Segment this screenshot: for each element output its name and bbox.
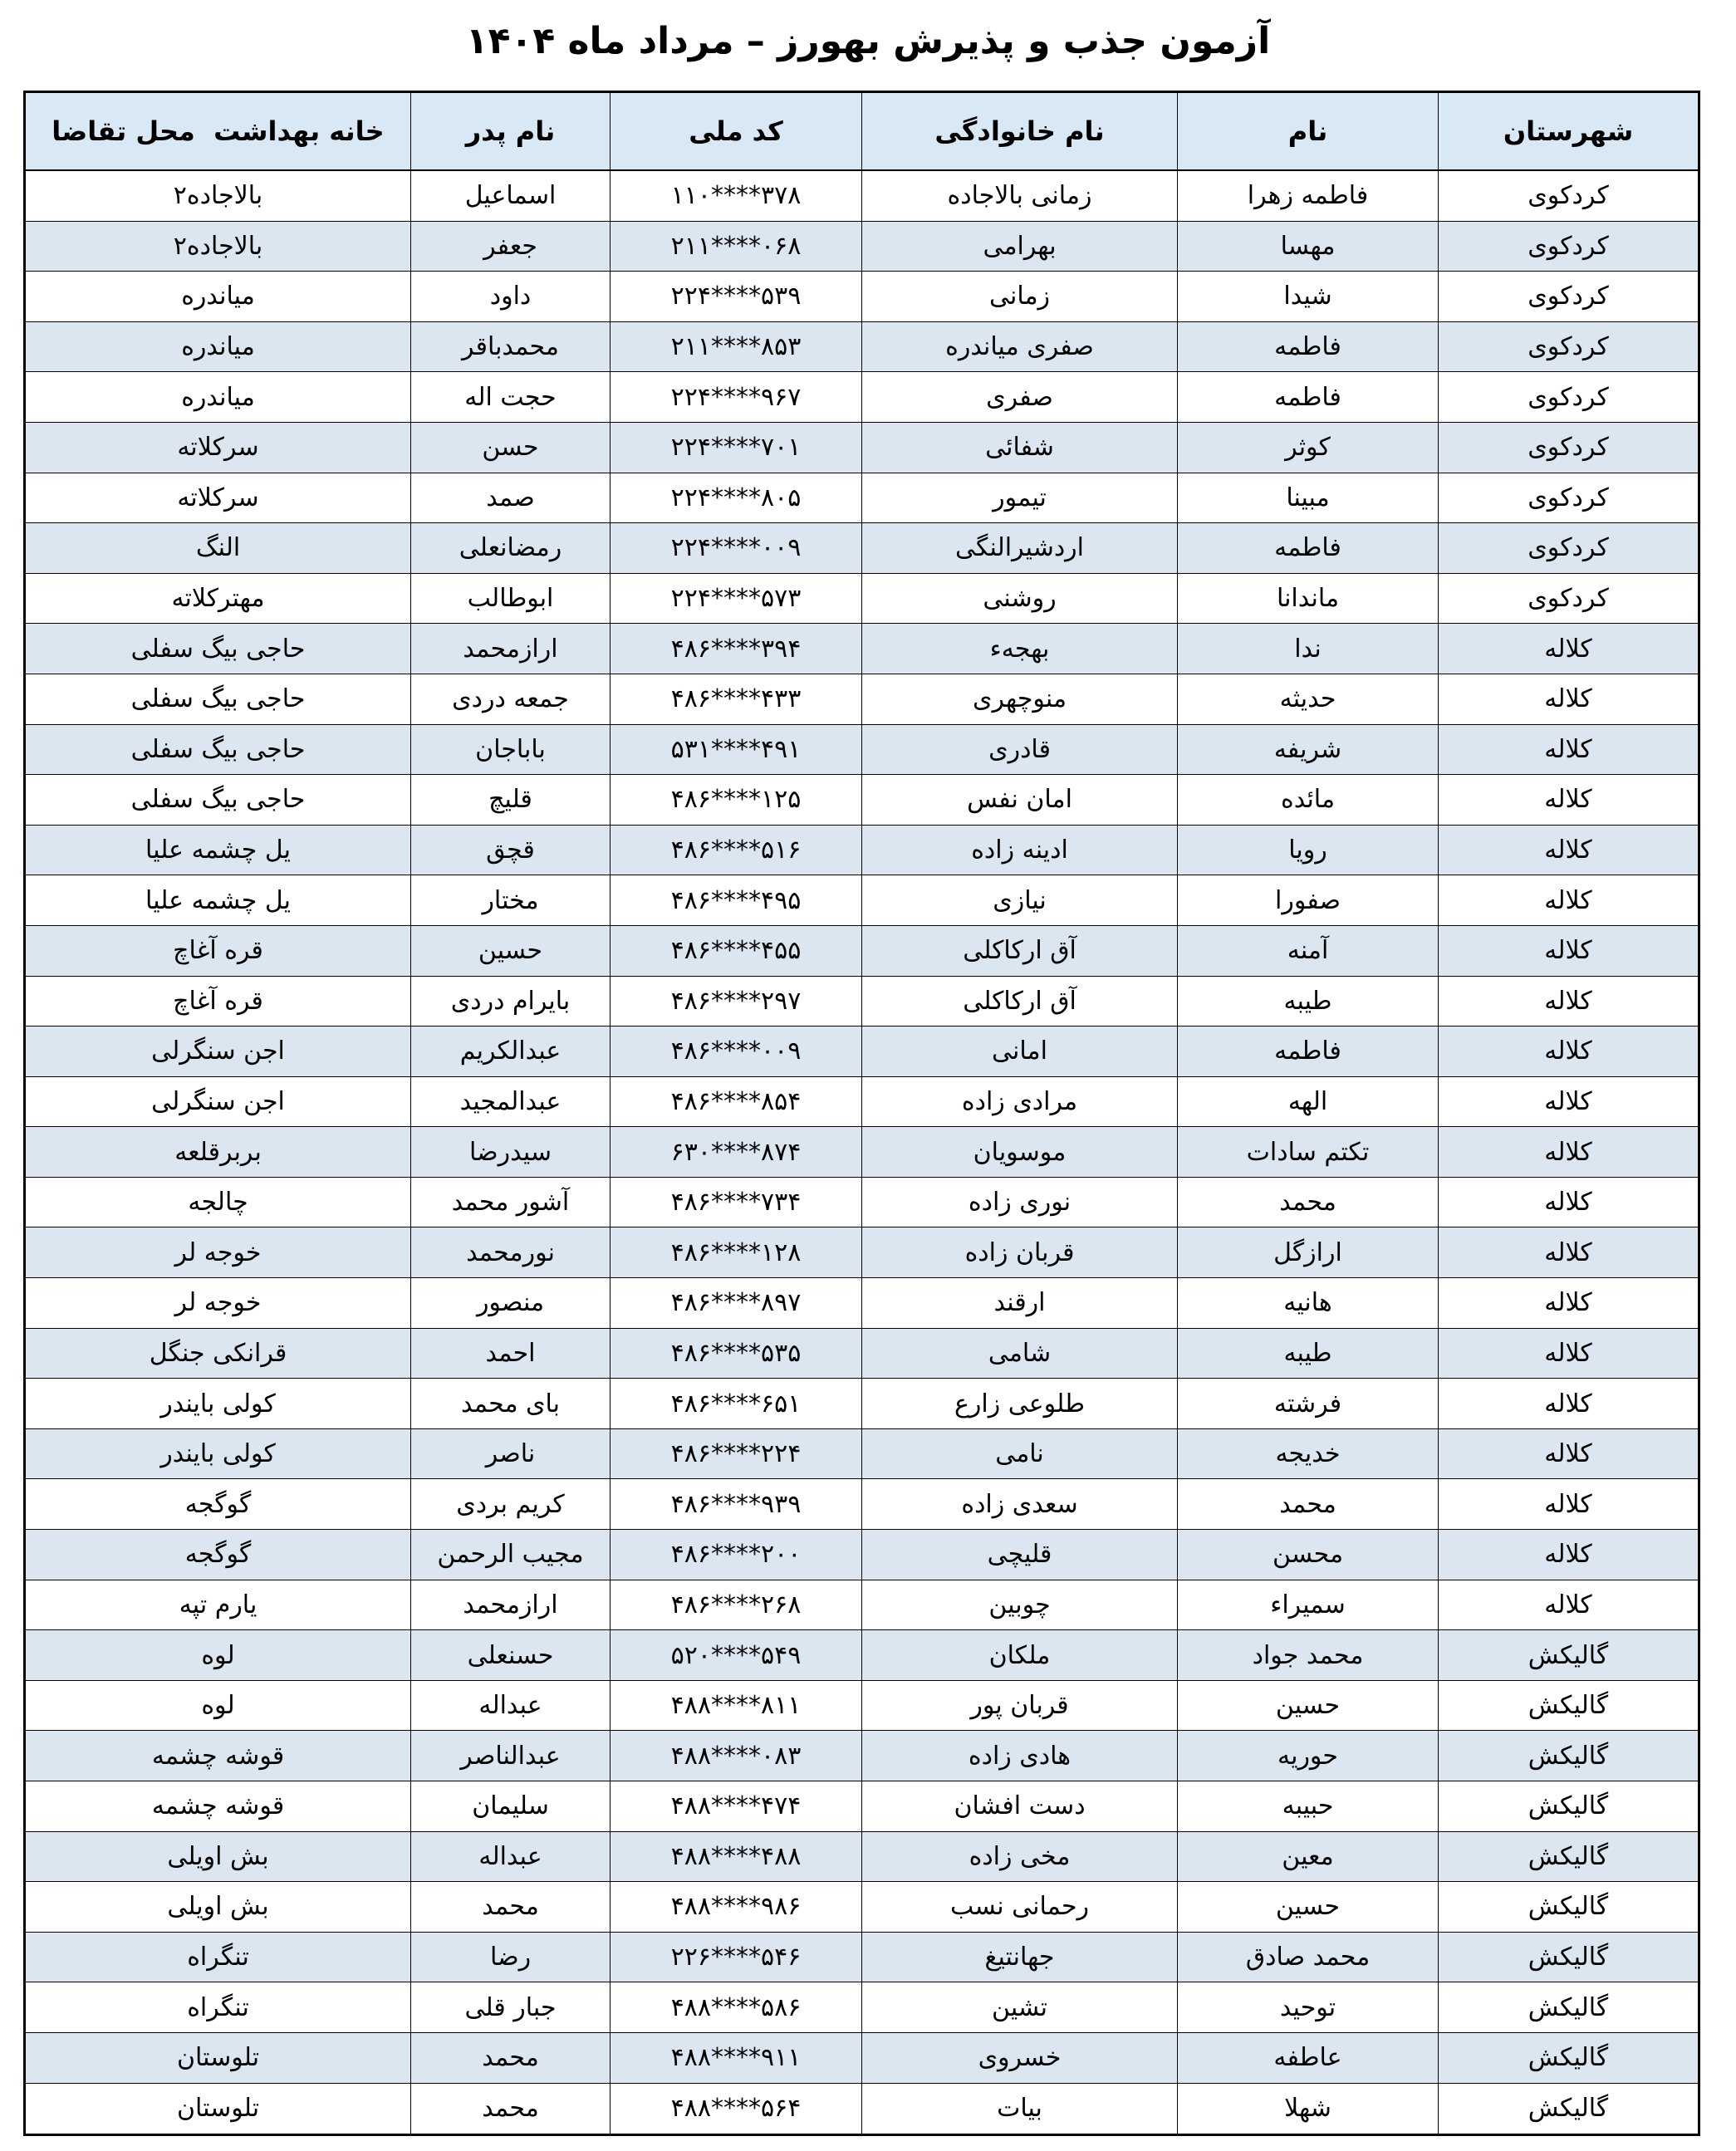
cell-father-name: ارازمحمد — [410, 624, 610, 674]
cell-first-name: خدیجه — [1177, 1429, 1438, 1479]
cell-national-code: ۴۸۶****۷۳۴ — [610, 1178, 861, 1227]
cell-first-name: ندا — [1177, 624, 1438, 674]
cell-city: کلاله — [1438, 1278, 1698, 1328]
header-city: شهرستان — [1438, 93, 1698, 169]
cell-father-name: محمد — [410, 2084, 610, 2134]
cell-first-name: صفورا — [1177, 875, 1438, 925]
cell-father-name: ارازمحمد — [410, 1580, 610, 1630]
cell-father-name: محمد — [410, 2033, 610, 2083]
cell-last-name: امانی — [861, 1027, 1177, 1076]
cell-last-name: ارقند — [861, 1278, 1177, 1328]
table-row — [26, 826, 1698, 876]
cell-health-house: قرانکی جنگل — [149, 1338, 287, 1368]
cell-health-house: گوگجه — [184, 1540, 252, 1570]
table-row — [26, 1278, 1698, 1329]
cell-city: کلاله — [1438, 1329, 1698, 1379]
cell-health-house: سرکلاته — [177, 433, 259, 463]
cell-health-house: تنگراه — [187, 1992, 249, 2022]
header-health-house: خانه بهداشت محل تقاضا — [51, 115, 385, 147]
cell-first-name: فاطمه — [1177, 322, 1438, 372]
cell-city: کردکوی — [1438, 222, 1698, 272]
cell-city: کلاله — [1438, 1530, 1698, 1580]
cell-national-code: ۴۸۶****۲۶۸ — [610, 1580, 861, 1630]
cell-city: کردکوی — [1438, 423, 1698, 473]
cell-health-house: چالجه — [188, 1188, 248, 1218]
cell-first-name: شهلا — [1177, 2084, 1438, 2134]
cell-first-name: محمد جواد — [1177, 1630, 1438, 1680]
cell-health-house: بش اویلی — [167, 1841, 269, 1871]
cell-city: گالیکش — [1438, 1681, 1698, 1731]
cell-national-code: ۴۸۶****۸۹۷ — [610, 1278, 861, 1328]
cell-first-name: حوریه — [1177, 1731, 1438, 1781]
table-row — [26, 2084, 1698, 2134]
cell-father-name: جمعه دردی — [410, 674, 610, 724]
page-title: آزمون جذب و پذیرش بهورز – مرداد ماه ۱۴۰۴ — [465, 20, 1271, 62]
cell-national-code: ۴۸۶****۱۲۵ — [610, 775, 861, 825]
cell-health-house: اجن سنگرلی — [151, 1086, 285, 1116]
cell-first-name: محمد — [1177, 1178, 1438, 1227]
table-row — [26, 423, 1698, 473]
cell-last-name: قلیچی — [861, 1530, 1177, 1580]
table-row — [26, 2033, 1698, 2084]
cell-city: کلاله — [1438, 624, 1698, 674]
cell-city: گالیکش — [1438, 2084, 1698, 2134]
cell-city: گالیکش — [1438, 1781, 1698, 1831]
cell-first-name: ماندانا — [1177, 574, 1438, 624]
table-row — [26, 1630, 1698, 1681]
cell-national-code: ۴۸۶****۰۰۹ — [610, 1027, 861, 1076]
cell-last-name: موسویان — [861, 1127, 1177, 1177]
cell-father-name: عبدالمجید — [410, 1077, 610, 1127]
cell-first-name: توحید — [1177, 1982, 1438, 2032]
cell-father-name: حسن — [410, 423, 610, 473]
table-row — [26, 1178, 1698, 1228]
cell-last-name: امان نفس — [861, 775, 1177, 825]
table-row — [26, 574, 1698, 625]
cell-city: کردکوی — [1438, 372, 1698, 422]
cell-last-name: بیات — [861, 2084, 1177, 2134]
cell-city: کردکوی — [1438, 171, 1698, 221]
cell-city: گالیکش — [1438, 2033, 1698, 2083]
table-row — [26, 1429, 1698, 1480]
cell-health-house: مهترکلاته — [171, 584, 265, 614]
cell-health-house: خوجه لر — [174, 1288, 262, 1318]
table-row — [26, 1379, 1698, 1429]
cell-last-name: قادری — [861, 725, 1177, 775]
table-row — [26, 171, 1698, 222]
table-row — [26, 1731, 1698, 1781]
cell-city: کردکوی — [1438, 272, 1698, 321]
table-row — [26, 1479, 1698, 1530]
cell-first-name: رویا — [1177, 826, 1438, 875]
cell-last-name: آق ارکاکلی — [861, 926, 1177, 976]
cell-national-code: ۴۸۶****۱۲۸ — [610, 1227, 861, 1277]
table-row — [26, 272, 1698, 322]
cell-national-code: ۲۲۴****۵۷۳ — [610, 574, 861, 624]
cell-health-house: تنگراه — [187, 1943, 249, 1972]
cell-national-code: ۲۲۴****۵۳۹ — [610, 272, 861, 321]
cell-first-name: فاطمه — [1177, 372, 1438, 422]
table-row — [26, 322, 1698, 373]
cell-health-house: بالاجاده۲ — [173, 181, 263, 211]
table-row — [26, 1227, 1698, 1278]
cell-health-house: حاجی بیگ سفلی — [130, 634, 306, 664]
table-row — [26, 1832, 1698, 1883]
cell-city: کردکوی — [1438, 574, 1698, 624]
cell-health-house: تلوستان — [176, 2094, 260, 2124]
cell-national-code: ۱۱۰****۳۷۸ — [610, 171, 861, 221]
cell-last-name: شامی — [861, 1329, 1177, 1379]
cell-national-code: ۴۸۸****۵۸۶ — [610, 1982, 861, 2032]
cell-last-name: قربان زاده — [861, 1227, 1177, 1277]
cell-national-code: ۴۸۶****۲۹۷ — [610, 977, 861, 1027]
cell-national-code: ۲۲۶****۵۴۶ — [610, 1933, 861, 1982]
table-row — [26, 926, 1698, 977]
cell-city: کلاله — [1438, 1227, 1698, 1277]
table-row — [26, 977, 1698, 1027]
cell-first-name: طیبه — [1177, 977, 1438, 1027]
cell-health-house: قره آغاچ — [173, 986, 263, 1016]
cell-last-name: بهرامی — [861, 222, 1177, 272]
cell-health-house: قوشه چشمه — [151, 1741, 285, 1771]
cell-first-name: ارازگل — [1177, 1227, 1438, 1277]
cell-city: کلاله — [1438, 977, 1698, 1027]
cell-national-code: ۴۸۶****۳۹۴ — [610, 624, 861, 674]
cell-city: کلاله — [1438, 926, 1698, 976]
cell-father-name: مختار — [410, 875, 610, 925]
cell-first-name: هانیه — [1177, 1278, 1438, 1328]
cell-city: گالیکش — [1438, 1882, 1698, 1932]
cell-health-house: میاندره — [181, 382, 255, 412]
table-row — [26, 725, 1698, 776]
cell-health-house: میاندره — [181, 332, 255, 362]
cell-last-name: نوری زاده — [861, 1178, 1177, 1227]
cell-health-house: کولی بایندر — [160, 1439, 276, 1469]
cell-city: کلاله — [1438, 826, 1698, 875]
cell-father-name: قچق — [410, 826, 610, 875]
cell-national-code: ۲۲۴****۸۰۵ — [610, 473, 861, 523]
header-national-code: کد ملی — [610, 93, 861, 169]
cell-city: کلاله — [1438, 775, 1698, 825]
table-header-row — [26, 93, 1698, 171]
cell-health-house: یارم تپه — [179, 1590, 257, 1619]
cell-first-name: طیبه — [1177, 1329, 1438, 1379]
cell-health-house: حاجی بیگ سفلی — [130, 785, 306, 815]
cell-first-name: محسن — [1177, 1530, 1438, 1580]
cell-father-name: داود — [410, 272, 610, 321]
cell-first-name: محمد — [1177, 1479, 1438, 1529]
cell-national-code: ۵۲۰****۵۴۹ — [610, 1630, 861, 1680]
cell-national-code: ۲۱۱****۸۵۳ — [610, 322, 861, 372]
cell-last-name: صفری — [861, 372, 1177, 422]
table-row — [26, 1329, 1698, 1379]
cell-first-name: حبیبه — [1177, 1781, 1438, 1831]
cell-national-code: ۲۲۴****۰۰۹ — [610, 523, 861, 573]
cell-father-name: بای محمد — [410, 1379, 610, 1428]
cell-national-code: ۲۱۱****۰۶۸ — [610, 222, 861, 272]
cell-health-house: یل چشمه علیا — [145, 885, 291, 915]
table-row — [26, 674, 1698, 725]
cell-first-name: سمیراء — [1177, 1580, 1438, 1630]
cell-last-name: طلوعی زارع — [861, 1379, 1177, 1428]
cell-last-name: روشنی — [861, 574, 1177, 624]
cell-father-name: عبداله — [410, 1832, 610, 1882]
table-row — [26, 1027, 1698, 1077]
cell-health-house: بالاجاده۲ — [173, 231, 263, 261]
table-row — [26, 372, 1698, 423]
cell-health-house: سرکلاته — [177, 483, 259, 512]
cell-last-name: ملکان — [861, 1630, 1177, 1680]
cell-first-name: حسین — [1177, 1681, 1438, 1731]
cell-first-name: مبینا — [1177, 473, 1438, 523]
cell-city: کلاله — [1438, 725, 1698, 775]
cell-first-name: آمنه — [1177, 926, 1438, 976]
cell-city: کلاله — [1438, 674, 1698, 724]
cell-father-name: آشور محمد — [410, 1178, 610, 1227]
cell-last-name: صفری میاندره — [861, 322, 1177, 372]
cell-national-code: ۴۸۸****۴۷۴ — [610, 1781, 861, 1831]
cell-father-name: ابوطالب — [410, 574, 610, 624]
cell-health-house: اجن سنگرلی — [151, 1036, 285, 1066]
cell-first-name: محمد صادق — [1177, 1933, 1438, 1982]
cell-last-name: آق ارکاکلی — [861, 977, 1177, 1027]
cell-last-name: رحمانی نسب — [861, 1882, 1177, 1932]
table-row — [26, 1882, 1698, 1933]
cell-first-name: عاطفه — [1177, 2033, 1438, 2083]
table-row — [26, 1580, 1698, 1631]
cell-father-name: محمدباقر — [410, 322, 610, 372]
cell-first-name: مهسا — [1177, 222, 1438, 272]
cell-city: کلاله — [1438, 1379, 1698, 1428]
cell-health-house: کولی بایندر — [160, 1389, 276, 1418]
cell-city: کلاله — [1438, 1479, 1698, 1529]
cell-health-house: قوشه چشمه — [151, 1791, 285, 1821]
cell-city: گالیکش — [1438, 1832, 1698, 1882]
cell-last-name: بهجهء — [861, 624, 1177, 674]
cell-father-name: ناصر — [410, 1429, 610, 1479]
cell-last-name: منوچهری — [861, 674, 1177, 724]
cell-health-house: میاندره — [181, 282, 255, 311]
table-row — [26, 222, 1698, 272]
cell-first-name: معین — [1177, 1832, 1438, 1882]
header-father-name: نام پدر — [410, 93, 610, 169]
cell-national-code: ۴۸۸****۹۸۶ — [610, 1882, 861, 1932]
cell-last-name: اردشیرالنگی — [861, 523, 1177, 573]
cell-national-code: ۴۸۶****۸۵۴ — [610, 1077, 861, 1127]
table-row — [26, 523, 1698, 574]
cell-first-name: کوثر — [1177, 423, 1438, 473]
cell-father-name: صمد — [410, 473, 610, 523]
cell-health-house: النگ — [195, 533, 241, 563]
cell-national-code: ۴۸۶****۴۹۵ — [610, 875, 861, 925]
cell-city: کلاله — [1438, 1027, 1698, 1076]
cell-last-name: شفائی — [861, 423, 1177, 473]
cell-last-name: سعدی زاده — [861, 1479, 1177, 1529]
cell-father-name: رمضانعلی — [410, 523, 610, 573]
cell-city: گالیکش — [1438, 1933, 1698, 1982]
cell-health-house: لوه — [201, 1640, 235, 1670]
cell-health-house: بش اویلی — [167, 1892, 269, 1922]
cell-national-code: ۴۸۸****۰۸۳ — [610, 1731, 861, 1781]
applicants-table — [23, 91, 1700, 2136]
table-row — [26, 1982, 1698, 2033]
cell-last-name: قربان پور — [861, 1681, 1177, 1731]
cell-father-name: قلیچ — [410, 775, 610, 825]
table-body — [26, 171, 1698, 2134]
cell-city: کردکوی — [1438, 473, 1698, 523]
cell-father-name: بایرام دردی — [410, 977, 610, 1027]
cell-last-name: تشین — [861, 1982, 1177, 2032]
cell-first-name: شریفه — [1177, 725, 1438, 775]
cell-health-house: حاجی بیگ سفلی — [130, 684, 306, 714]
cell-father-name: رضا — [410, 1933, 610, 1982]
cell-last-name: تیمور — [861, 473, 1177, 523]
cell-first-name: فاطمه — [1177, 523, 1438, 573]
cell-first-name: فاطمه — [1177, 1027, 1438, 1076]
table-row — [26, 775, 1698, 826]
cell-last-name: زمانی — [861, 272, 1177, 321]
cell-first-name: حسین — [1177, 1882, 1438, 1932]
table-row — [26, 624, 1698, 674]
cell-first-name: فاطمه زهرا — [1177, 171, 1438, 221]
cell-last-name: دست افشان — [861, 1781, 1177, 1831]
cell-city: کلاله — [1438, 1077, 1698, 1127]
cell-health-house: تلوستان — [176, 2043, 260, 2073]
table-row — [26, 473, 1698, 524]
cell-health-house: لوه — [201, 1691, 235, 1721]
cell-father-name: محمد — [410, 1882, 610, 1932]
cell-health-house: یل چشمه علیا — [145, 835, 291, 865]
cell-health-house: گوگجه — [184, 1489, 252, 1519]
cell-city: کلاله — [1438, 875, 1698, 925]
header-last-name: نام خانوادگی — [861, 93, 1177, 169]
cell-father-name: نورمحمد — [410, 1227, 610, 1277]
cell-first-name: مائده — [1177, 775, 1438, 825]
cell-last-name: جهانتیغ — [861, 1933, 1177, 1982]
cell-national-code: ۴۸۶****۹۳۹ — [610, 1479, 861, 1529]
cell-national-code: ۵۳۱****۴۹۱ — [610, 725, 861, 775]
cell-health-house: قره آغاچ — [173, 936, 263, 966]
cell-national-code: ۶۳۰****۸۷۴ — [610, 1127, 861, 1177]
table-row — [26, 1933, 1698, 1983]
cell-national-code: ۴۸۶****۲۰۰ — [610, 1530, 861, 1580]
cell-first-name: تکتم سادات — [1177, 1127, 1438, 1177]
cell-father-name: سیدرضا — [410, 1127, 610, 1177]
cell-health-house: حاجی بیگ سفلی — [130, 734, 306, 764]
cell-national-code: ۴۸۶****۶۵۱ — [610, 1379, 861, 1428]
cell-city: گالیکش — [1438, 1731, 1698, 1781]
cell-father-name: اسماعیل — [410, 171, 610, 221]
table-row — [26, 1530, 1698, 1580]
cell-last-name: مخی زاده — [861, 1832, 1177, 1882]
cell-first-name: شیدا — [1177, 272, 1438, 321]
cell-national-code: ۴۸۶****۴۵۵ — [610, 926, 861, 976]
cell-city: کلاله — [1438, 1127, 1698, 1177]
cell-last-name: نامی — [861, 1429, 1177, 1479]
cell-last-name: مرادی زاده — [861, 1077, 1177, 1127]
cell-first-name: فرشته — [1177, 1379, 1438, 1428]
cell-health-house: بربرقلعه — [174, 1137, 262, 1167]
cell-father-name: منصور — [410, 1278, 610, 1328]
cell-national-code: ۲۲۴****۹۶۷ — [610, 372, 861, 422]
cell-city: گالیکش — [1438, 1630, 1698, 1680]
cell-city: کردکوی — [1438, 523, 1698, 573]
cell-national-code: ۴۸۸****۹۱۱ — [610, 2033, 861, 2083]
cell-father-name: کریم بردی — [410, 1479, 610, 1529]
cell-father-name: سلیمان — [410, 1781, 610, 1831]
cell-father-name: عبدالکریم — [410, 1027, 610, 1076]
cell-health-house: خوجه لر — [174, 1237, 262, 1267]
cell-father-name: جعفر — [410, 222, 610, 272]
cell-city: کلاله — [1438, 1429, 1698, 1479]
cell-last-name: چوبین — [861, 1580, 1177, 1630]
cell-last-name: زمانی بالاجاده — [861, 171, 1177, 221]
cell-city: کلاله — [1438, 1580, 1698, 1630]
cell-father-name: جبار قلی — [410, 1982, 610, 2032]
cell-city: کلاله — [1438, 1178, 1698, 1227]
cell-father-name: احمد — [410, 1329, 610, 1379]
table-row — [26, 875, 1698, 926]
cell-last-name: هادی زاده — [861, 1731, 1177, 1781]
cell-father-name: حسین — [410, 926, 610, 976]
cell-national-code: ۴۸۶****۲۲۴ — [610, 1429, 861, 1479]
cell-father-name: مجیب الرحمن — [410, 1530, 610, 1580]
table-row — [26, 1781, 1698, 1832]
cell-city: کردکوی — [1438, 322, 1698, 372]
table-row — [26, 1077, 1698, 1128]
cell-father-name: حجت اله — [410, 372, 610, 422]
cell-father-name: عبدالناصر — [410, 1731, 610, 1781]
cell-national-code: ۴۸۸****۴۸۸ — [610, 1832, 861, 1882]
table-row — [26, 1127, 1698, 1178]
cell-national-code: ۴۸۸****۵۶۴ — [610, 2084, 861, 2134]
cell-first-name: حدیثه — [1177, 674, 1438, 724]
cell-last-name: نیازی — [861, 875, 1177, 925]
cell-national-code: ۴۸۶****۵۳۵ — [610, 1329, 861, 1379]
cell-city: گالیکش — [1438, 1982, 1698, 2032]
cell-last-name: خسروی — [861, 2033, 1177, 2083]
cell-national-code: ۴۸۶****۴۳۳ — [610, 674, 861, 724]
cell-father-name: حسنعلی — [410, 1630, 610, 1680]
header-first-name: نام — [1177, 93, 1438, 169]
cell-national-code: ۴۸۶****۵۱۶ — [610, 826, 861, 875]
cell-first-name: الهه — [1177, 1077, 1438, 1127]
cell-national-code: ۴۸۸****۸۱۱ — [610, 1681, 861, 1731]
table-row — [26, 1681, 1698, 1732]
cell-father-name: باباجان — [410, 725, 610, 775]
cell-father-name: عبداله — [410, 1681, 610, 1731]
cell-national-code: ۲۲۴****۷۰۱ — [610, 423, 861, 473]
cell-last-name: ادینه زاده — [861, 826, 1177, 875]
